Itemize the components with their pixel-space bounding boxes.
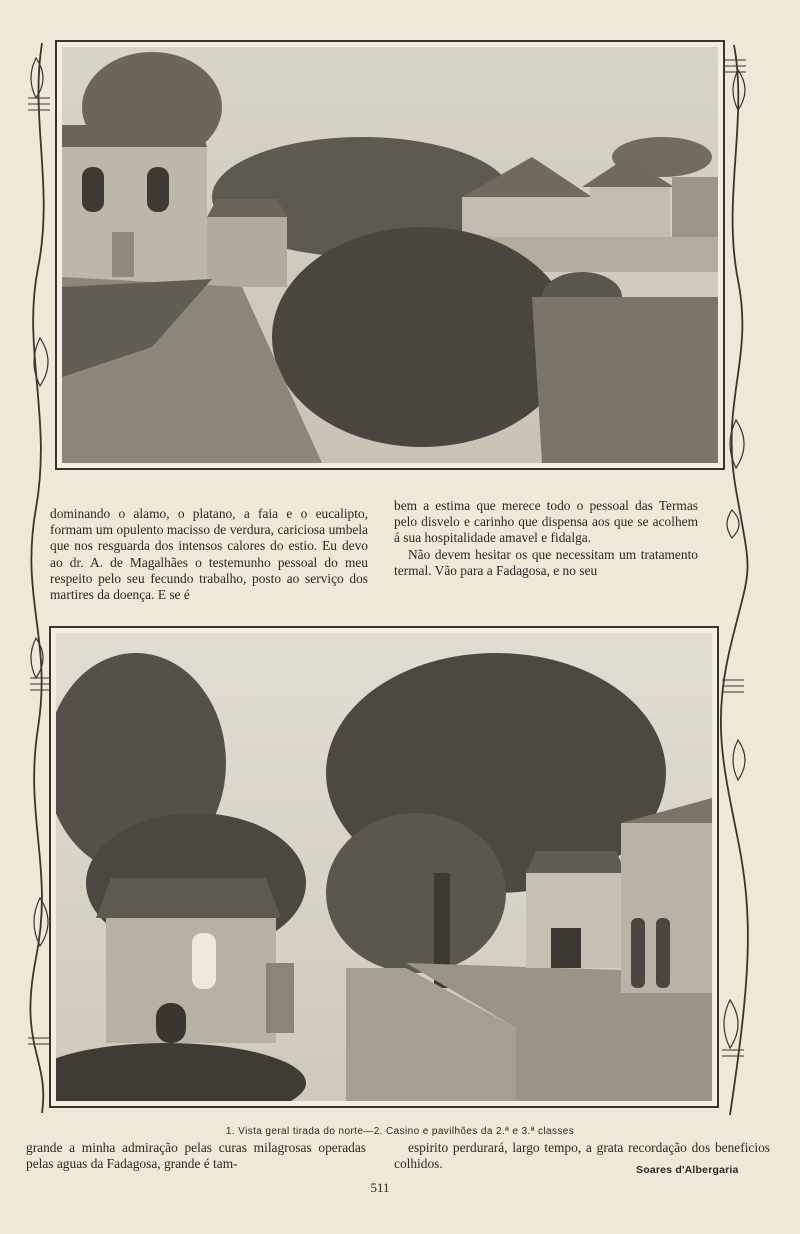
- page-number: 511: [370, 1180, 390, 1195]
- photo-casino-pavilions-image: [56, 633, 712, 1101]
- author-signature: Soares d'Albergaria: [636, 1164, 739, 1176]
- photo-general-view: [55, 40, 725, 470]
- photo-general-view-image: [62, 47, 718, 463]
- paragraph-text: espirito perdurará, largo tempo, a grata recordação dos beneficios colhidos.: [394, 1140, 770, 1172]
- column-left-top: [50, 506, 368, 603]
- column-left-bottom: [26, 1140, 366, 1172]
- paragraph-text: dominando o alamo, o platano, a faia e o eucalipto, formam um opulento macisso de verdura, cariciosa umbela que nos resguarda dos intensos calores do estio. Eu devo ao dr. A. de Magalhães o testemunho pessoal do meu respeito pelo seu fecundo trabalho, posto ao serviço dos martires da doença. E se é: [50, 506, 368, 603]
- photo-caption: 1. Vista geral tirada do norte—2. Casino e pavilhões da 2.ª e 3.ª classes: [225, 1126, 575, 1137]
- paragraph-text: bem a estima que merece todo o pessoal das Termas pelo disvelo e carinho que dispensa aos que se acolhem á sua hospitalidade amavel e fidalga.: [394, 498, 698, 546]
- column-right-top: [394, 498, 698, 579]
- photo-casino-pavilions: [49, 626, 719, 1108]
- paragraph-text: Não devem hesitar os que necessitam um tratamento termal. Vão para a Fadagosa, e no seu: [394, 546, 698, 578]
- paragraph-text: grande a minha admiração pelas curas milagrosas operadas pelas aguas da Fadagosa, grande é tam-: [26, 1140, 366, 1172]
